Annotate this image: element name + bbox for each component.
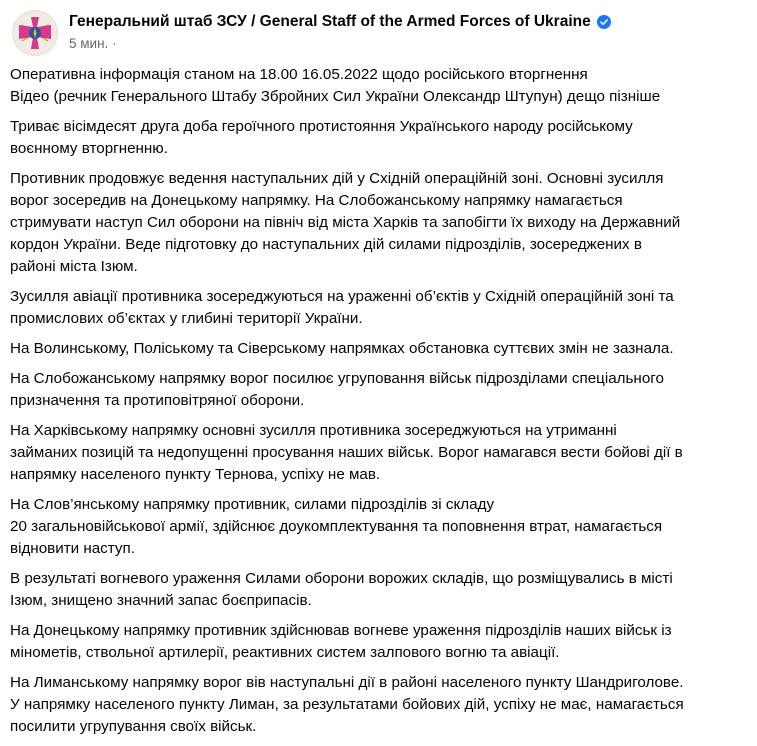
- post-line: Зусилля авіації противника зосереджуються на ураженні об’єктів у Східній операційній зоні та: [10, 288, 674, 305]
- post-paragraph: [10, 168, 750, 278]
- post-line: На Слов’янському напрямку противник, силами підрозділів зі складу: [10, 496, 495, 513]
- post-line: призначення та протиповітряної оборони.: [10, 392, 305, 409]
- post-paragraph: [10, 368, 750, 412]
- post-line: В результаті вогневого ураження Силами оборони ворожих складів, що розміщувались в місті: [10, 570, 673, 587]
- post-line: Триває вісімдесят друга доба героїчного протистояння Українського народу російському: [10, 118, 633, 135]
- post-paragraph: [10, 116, 750, 160]
- post-header: [12, 10, 611, 58]
- armed-forces-emblem-icon: [13, 11, 57, 55]
- post-line: Відео (речник Генерального Штабу Збройних Сил України Олександр Штупун) дещо пізніше: [10, 88, 661, 105]
- post-paragraph: [10, 64, 750, 108]
- author-name-link[interactable]: Генеральний штаб ЗСУ / General Staff of the Armed Forces of Ukraine: [69, 13, 591, 30]
- post-line: відновити наступ.: [10, 540, 135, 557]
- post-line: займаних позицій та недопущенні просування наших військ. Ворог намагався вести бойові дії в: [10, 444, 683, 461]
- post-line: На Донецькому напрямку противник здійснював вогневе ураження підрозділів наших військ із: [10, 622, 672, 639]
- post-line: стримувати наступ Сил оборони на північ від міста Харків та запобігти їх виходу на Державний: [10, 214, 681, 231]
- post-line: районі міста Ізюм.: [10, 258, 138, 275]
- post-timestamp-link[interactable]: 5 мин.: [69, 36, 109, 51]
- post-paragraph: [10, 338, 750, 360]
- post-line: ворог зосередив на Донецькому напрямку. На Слобожанському напрямку намагається: [10, 192, 623, 209]
- post-paragraph: [10, 420, 750, 486]
- post-paragraph: [10, 620, 750, 664]
- post-line: промислових об’єктах у глибині території України.: [10, 310, 363, 327]
- post-line: На Слобожанському напрямку ворог посилює угруповання військ підрозділами спеціального: [10, 370, 664, 387]
- post-line: Оперативна інформація станом на 18.00 16.05.2022 щодо російського вторгнення: [10, 66, 588, 83]
- post-line: Противник продовжує ведення наступальних дій у Східній операційній зоні. Основні зусилля: [10, 170, 664, 187]
- post-line: На Харківському напрямку основні зусилля противника зосереджуються на утриманні: [10, 422, 617, 439]
- post-paragraph: [10, 286, 750, 330]
- post-line: 20 загальновійськової армії, здійснює доукомплектування та поповнення втрат, намагається: [10, 518, 663, 535]
- verified-badge-icon: [597, 15, 611, 29]
- post-line: мінометів, ствольної артилерії, реактивних систем залпового вогню та авіації.: [10, 644, 560, 661]
- post-body: [10, 64, 750, 746]
- post-line: воєнному вторгненню.: [10, 140, 168, 157]
- post-paragraph: [10, 672, 750, 738]
- post-paragraph: [10, 494, 750, 560]
- post-line: На Волинському, Поліському та Сіверському напрямках обстановка суттєвих змін не зазнала.: [10, 340, 674, 357]
- post-paragraph: [10, 568, 750, 612]
- post-line: У напрямку населеного пункту Лиман, за результатами бойових дій, успіху не має, намагається: [10, 696, 684, 713]
- post-line: напрямку населеного пункту Тернова, успіху не мав.: [10, 466, 381, 483]
- post-line: Ізюм, знищено значний запас боєприпасів.: [10, 592, 312, 609]
- post-line: кордон України. Веде підготовку до наступальних дій силами підрозділів, зосереджених в: [10, 236, 642, 253]
- post-line: посилити угрупування своїх військ.: [10, 718, 257, 735]
- separator-dot: ·: [112, 36, 117, 51]
- post-line: На Лиманському напрямку ворог вів наступальні дії в районі населеного пункту Шандриголове.: [10, 674, 684, 691]
- page-avatar[interactable]: [12, 10, 58, 56]
